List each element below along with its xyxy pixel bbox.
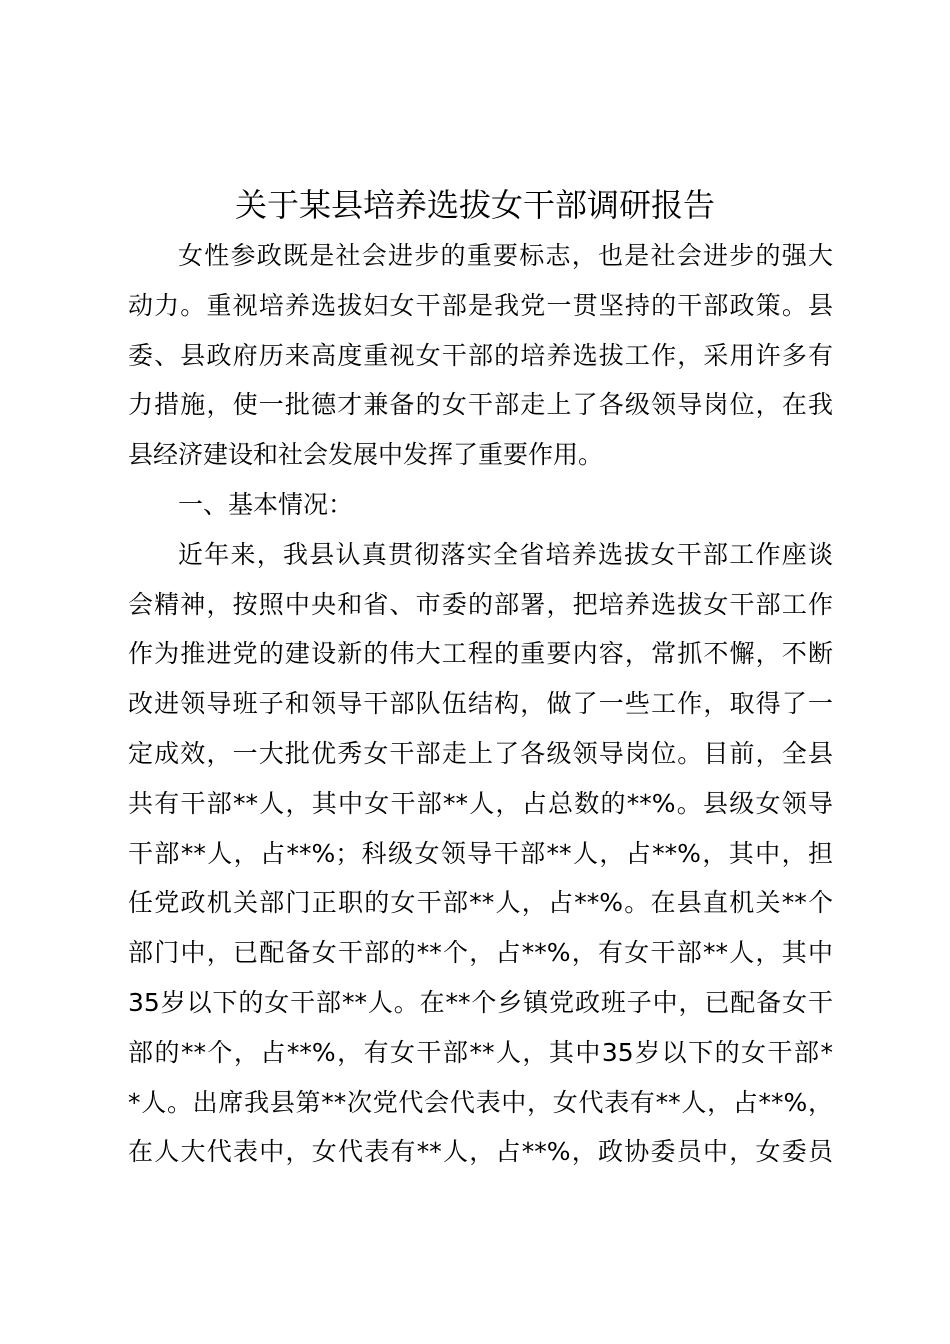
text-line: 会精神，按照中央和省、市委的部署，把培养选拔女干部工作	[128, 589, 833, 619]
text-line: 动力。重视培养选拔妇女干部是我党一贯坚持的干部政策。县	[128, 290, 833, 320]
text-line: 部的**个，占**%，有女干部**人，其中35岁以下的女干部*	[128, 1037, 833, 1067]
text-line: 共有干部**人，其中女干部**人，占总数的**%。县级女领导	[128, 788, 833, 818]
document-title: 关于某县培养选拔女干部调研报告	[234, 186, 715, 224]
text-line: 近年来，我县认真贯彻落实全省培养选拔女干部工作座谈	[178, 539, 833, 569]
text-line: 在人大代表中，女代表有**人，占**%，政协委员中，女委员	[128, 1137, 833, 1167]
text-line: 改进领导班子和领导干部队伍结构，做了一些工作，取得了一	[128, 689, 833, 719]
text-line: 作为推进党的建设新的伟大工程的重要内容，常抓不懈，不断	[128, 639, 833, 669]
text-line: 女性参政既是社会进步的重要标志，也是社会进步的强大	[178, 241, 833, 270]
text-line: 力措施，使一批德才兼备的女干部走上了各级领导岗位，在我	[128, 390, 833, 420]
text-line: 定成效，一大批优秀女干部走上了各级领导岗位。目前，全县	[128, 738, 833, 768]
text-line: *人。出席我县第**次党代会代表中，女代表有**人，占**%，	[128, 1087, 833, 1117]
text-line: 一、基本情况：	[178, 489, 354, 519]
text-line: 委、县政府历来高度重视女干部的培养选拔工作，采用许多有	[128, 340, 833, 370]
text-line: 部门中，已配备女干部的**个，占**%，有女干部**人，其中	[128, 938, 833, 968]
text-line: 任党政机关部门正职的女干部**人，占**%。在县直机关**个	[128, 888, 833, 918]
text-line: 县经济建设和社会发展中发挥了重要作用。	[128, 440, 604, 470]
text-line: 35岁以下的女干部**人。在**个乡镇党政班子中，已配备女干	[128, 987, 833, 1017]
document-body	[128, 231, 833, 1177]
text-line: 干部**人，占**%；科级女领导干部**人，占**%，其中，担	[128, 838, 833, 868]
